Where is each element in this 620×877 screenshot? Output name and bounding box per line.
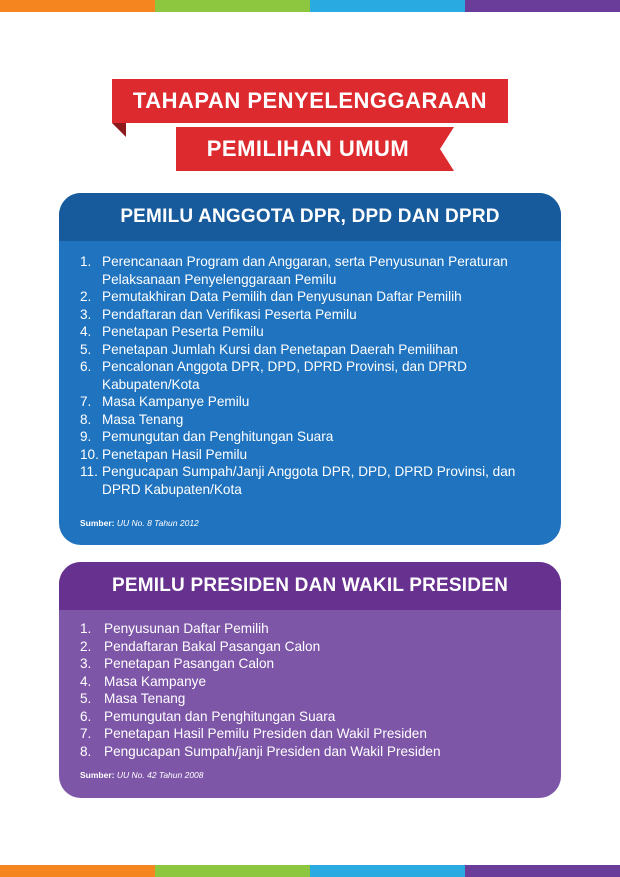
source-text: UU No. 42 Tahun 2008 [116,770,204,780]
item-number: 3. [80,656,92,671]
list-item [80,393,521,411]
list-item [80,708,521,726]
item-text: Masa Tenang [104,691,186,706]
list-item [80,463,521,498]
list-item [80,655,521,673]
bottom-color-stripe [0,865,620,877]
item-number: 8. [80,743,92,759]
panel-presiden-wakil-presiden [59,562,561,798]
stripe-segment-green [155,0,310,12]
item-text: Penyusunan Daftar Pemilih [104,621,269,636]
item-text: Masa Kampanye Pemilu [102,394,250,409]
item-text: Masa Tenang [102,411,184,427]
list-item [80,358,521,393]
stripe-segment-purple [465,865,620,877]
item-text: Penetapan Pasangan Calon [104,656,275,671]
item-text: Penetapan Hasil Pemilu Presiden dan Wakil Presiden [104,726,427,741]
item-number: 2. [80,638,92,654]
item-text: Penetapan Peserta Pemilu [102,324,264,339]
top-color-stripe [0,0,620,12]
item-text: Penetapan Jumlah Kursi dan Penetapan Daerah Pemilihan [102,341,458,357]
item-text: Penetapan Hasil Pemilu [102,446,248,462]
item-text: Pencalonan Anggota DPR, DPD, DPRD Provinsi, dan DPRD Kabupaten/Kota [102,359,467,392]
stripe-segment-orange [0,0,155,12]
item-text: Masa Kampanye [104,673,207,689]
item-number: 6. [80,708,92,724]
stage-list [59,610,561,760]
panel-heading: PEMILU PRESIDEN DAN WAKIL PRESIDEN [59,562,561,610]
title-ribbon-line1: TAHAPAN PENYELENGGARAAN [112,79,508,123]
stripe-segment-orange [0,865,155,877]
source-label: Sumber: [80,518,115,528]
item-text: Pendaftaran dan Verifikasi Peserta Pemilu [102,306,357,322]
list-item [80,446,521,464]
item-number: 1. [80,254,92,269]
source-note [80,518,199,528]
panel-dpr-dpd-dprd [59,193,561,545]
list-item [80,253,521,288]
item-text: Pemungutan dan Penghitungan Suara [104,708,336,724]
item-number: 11. [80,464,98,479]
list-item [80,306,521,324]
source-text: UU No. 8 Tahun 2012 [116,518,199,528]
list-item [80,743,521,761]
item-number: 7. [80,394,92,409]
list-item [80,690,521,708]
item-number: 1. [80,621,92,636]
stripe-segment-purple [465,0,620,12]
item-number: 8. [80,411,92,427]
item-number: 9. [80,429,92,444]
title-ribbon-line2: PEMILIHAN UMUM [176,127,440,171]
list-item [80,411,521,429]
item-number: 2. [80,289,92,304]
item-number: 5. [80,691,92,706]
list-item [80,673,521,691]
list-item [80,725,521,743]
list-item [80,288,521,306]
stripe-segment-green [155,865,310,877]
item-text: Pengucapan Sumpah/Janji Anggota DPR, DPD, DPRD Provinsi, dan DPRD Kabupaten/Kota [102,464,516,497]
item-text: Pemutakhiran Data Pemilih dan Penyusunan Daftar Pemilih [102,289,462,304]
item-text: Pendaftaran Bakal Pasangan Calon [104,638,321,654]
item-number: 10. [80,446,99,462]
list-item [80,620,521,638]
list-item [80,428,521,446]
list-item [80,323,521,341]
item-text: Pemungutan dan Penghitungan Suara [102,429,334,444]
item-number: 6. [80,359,92,374]
item-number: 4. [80,324,92,339]
item-number: 5. [80,341,92,357]
item-text: Pengucapan Sumpah/janji Presiden dan Wakil Presiden [104,743,441,759]
stripe-segment-cyan [310,0,465,12]
item-number: 4. [80,673,92,689]
list-item [80,341,521,359]
stage-list [59,241,561,498]
stripe-segment-cyan [310,865,465,877]
item-number: 7. [80,726,92,741]
item-text: Perencanaan Program dan Anggaran, serta Penyusunan Peraturan Pelaksanaan Penyelenggaraan Pemilu [102,254,508,287]
panel-heading: PEMILU ANGGOTA DPR, DPD DAN DPRD [59,193,561,241]
source-label: Sumber: [80,770,115,780]
item-number: 3. [80,306,92,322]
list-item [80,638,521,656]
source-note [80,770,204,780]
